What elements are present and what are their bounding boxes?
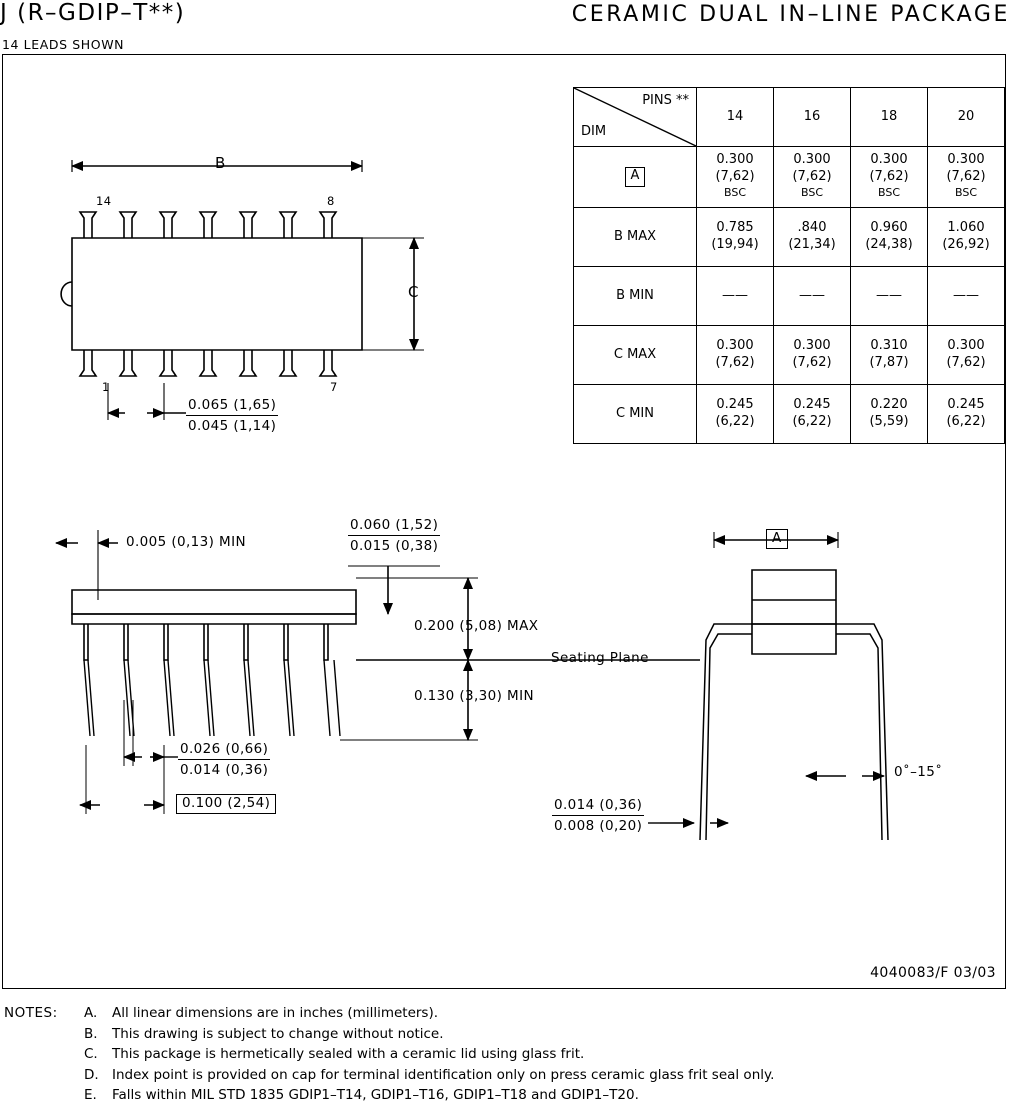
dimension-table [573,87,1005,444]
notes-list [84,1005,774,1108]
end-lead-thickness-max: 0.014 (0,36) [554,797,643,813]
note-item [84,1005,774,1021]
top-view-c-label: C [408,283,419,301]
note-text: All linear dimensions are in inches (millimeters). [112,1005,439,1021]
note-text: Falls within MIL STD 1835 GDIP1–T14, GDIP1–T16, GDIP1–T18 and GDIP1–T20. [112,1087,639,1103]
top-view-b-label: B [215,154,226,172]
table-cell: 0.300 (7,62) BSC [928,147,1005,208]
end-lead-thickness-dimension [552,796,644,835]
end-view-a-label: A [766,529,788,549]
table-corner-header [574,88,697,147]
table-cell: —— [774,266,851,325]
note-item [84,1067,774,1083]
lead-width-max: 0.065 (1,65) [188,397,277,413]
table-cell: 0.300 (7,62) [774,325,851,384]
table-col-header: 14 [697,88,774,147]
lead-pitch-value: 0.100 (2,54) [176,794,276,814]
lead-length-min-dimension: 0.130 (3,30) MIN [414,688,534,704]
table-cell: 0.245 (6,22) [774,384,851,443]
seal-thickness-min: 0.015 (0,38) [348,535,440,555]
lead-angle-dimension: 0˚–15˚ [894,764,943,780]
end-lead-thickness-min: 0.008 (0,20) [552,815,644,835]
seal-thickness-dimension [348,516,440,555]
notes-label: NOTES: [4,1005,58,1021]
note-letter: A. [84,1005,98,1021]
table-cell: —— [851,266,928,325]
row-label-b-min: B MIN [574,266,697,325]
table-cell: 0.300 (7,62) BSC [774,147,851,208]
row-label-c-max: C MAX [574,325,697,384]
package-type-title: CERAMIC DUAL IN–LINE PACKAGE [571,2,1010,27]
end-view-a-dimension [766,529,788,549]
row-label-a-text: A [625,167,646,186]
table-cell: —— [928,266,1005,325]
table-cell: —— [697,266,774,325]
seal-thickness-max: 0.060 (1,52) [350,517,439,533]
table-cell: 0.300 (7,62) [928,325,1005,384]
table-cell: 0.300 (7,62) BSC [851,147,928,208]
lead-thickness-max: 0.026 (0,66) [180,741,269,757]
pin-label-14: 14 [96,194,112,208]
row-label-a [574,147,697,208]
note-item [84,1046,774,1062]
lead-pitch-dimension [176,794,276,814]
table-col-header: 20 [928,88,1005,147]
table-row [574,384,1005,443]
lead-thickness-min: 0.014 (0,36) [178,759,270,779]
pins-header-label: PINS ** [642,93,689,108]
pin-label-1: 1 [102,380,110,394]
table-cell: 0.300 (7,62) [697,325,774,384]
lead-width-dimension [186,396,278,435]
table-cell: 0.960 (24,38) [851,207,928,266]
pin-label-8: 8 [327,194,335,208]
note-text: This drawing is subject to change without notice. [112,1025,444,1042]
table-row [574,207,1005,266]
table-cell: 0.245 (6,22) [928,384,1005,443]
row-label-b-max: B MAX [574,207,697,266]
note-letter: E. [84,1087,97,1103]
height-max-dimension: 0.200 (5,08) MAX [414,618,539,634]
row-label-c-min: C MIN [574,384,697,443]
note-text: Index point is provided on cap for terminal identification only on press ceramic glass frit seal only. [112,1066,775,1083]
table-cell: 0.300 (7,62) BSC [697,147,774,208]
note-text: This package is hermetically sealed with a ceramic lid using glass frit. [112,1046,585,1062]
table-row [574,147,1005,208]
table-cell: 0.245 (6,22) [697,384,774,443]
table-row [574,325,1005,384]
lead-width-min: 0.045 (1,14) [186,415,278,435]
table-cell: 1.060 (26,92) [928,207,1005,266]
pin-label-7: 7 [330,380,338,394]
table-cell: 0.220 (5,59) [851,384,928,443]
table-cell: 0.785 (19,94) [697,207,774,266]
note-item [84,1087,774,1103]
standoff-min-dimension: 0.005 (0,13) MIN [126,534,246,550]
note-item [84,1026,774,1042]
package-code-title: J (R–GDIP–T**) [0,0,186,26]
document-id: 4040083/F 03/03 [870,965,996,981]
note-letter: C. [84,1046,98,1062]
leads-shown-label: 14 LEADS SHOWN [2,37,125,52]
table-cell: 0.310 (7,87) [851,325,928,384]
table-col-header: 16 [774,88,851,147]
note-letter: D. [84,1066,99,1083]
table-col-header: 18 [851,88,928,147]
table-header-row [574,88,1005,147]
lead-thickness-dimension [178,740,270,779]
table-cell: .840 (21,34) [774,207,851,266]
dim-header-label: DIM [581,124,607,140]
note-letter: B. [84,1025,98,1042]
seating-plane-label: Seating Plane [551,650,649,666]
table-row [574,266,1005,325]
